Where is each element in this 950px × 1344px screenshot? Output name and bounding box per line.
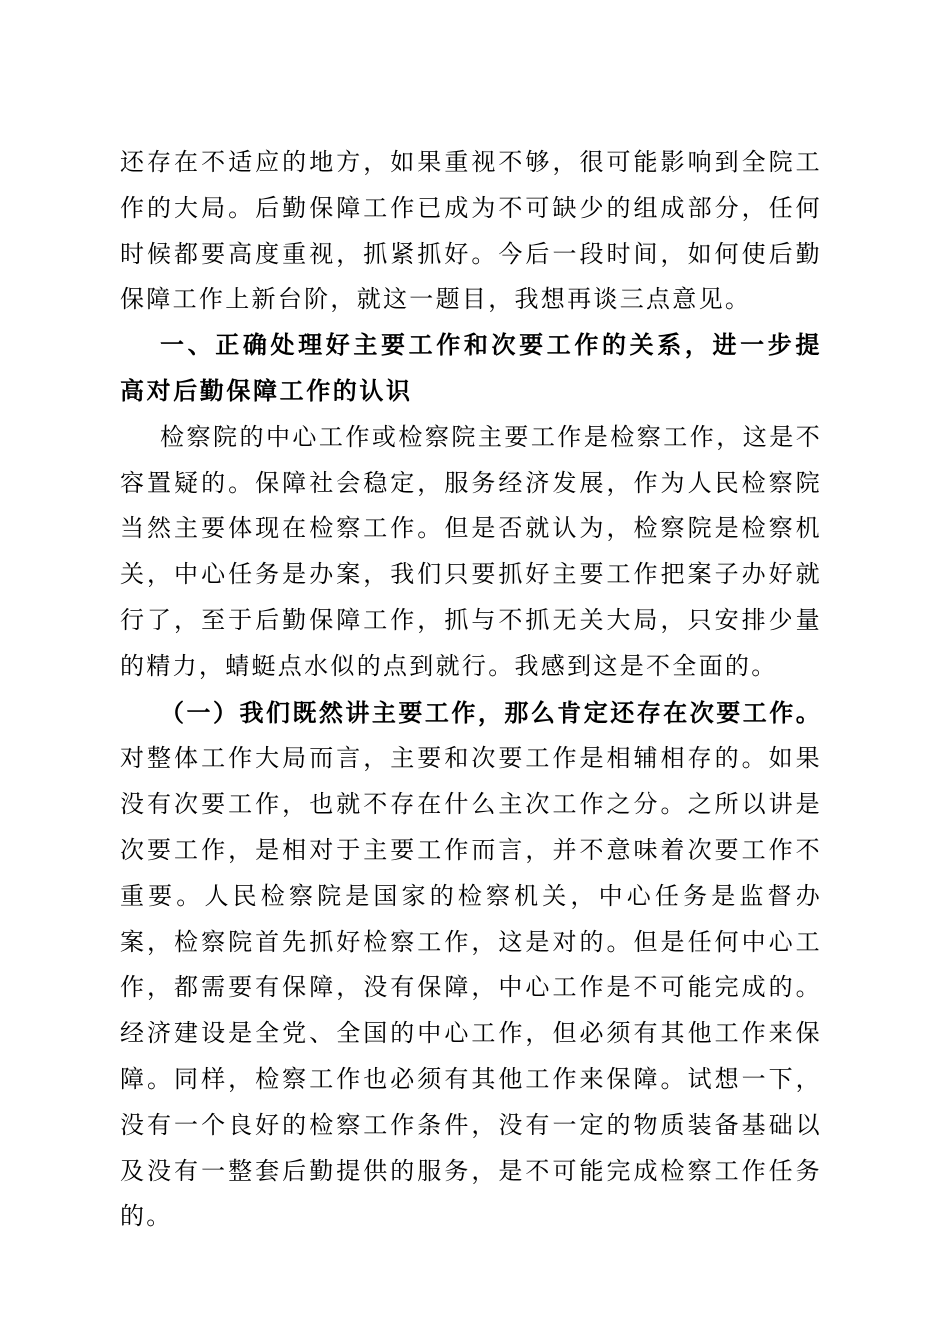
subsection-1-paragraph <box>120 690 822 1241</box>
intro-paragraph: 还存在不适应的地方，如果重视不够，很可能影响到全院工作的大局。后勤保障工作已成为不可缺少的组成部分，任何时候都要高度重视，抓紧抓好。今后一段时间，如何使后勤保障工作上新台阶，就这一题目，我想再谈三点意见。 <box>120 148 822 314</box>
subsection-1-heading: （一）我们既然讲主要工作，那么肯定还存在次要工作。 <box>160 697 822 727</box>
section-1-heading: 一、正确处理好主要工作和次要工作的关系，进一步提高对后勤保障工作的认识 <box>120 331 822 405</box>
section-1-paragraph: 检察院的中心工作或检察院主要工作是检察工作，这是不容置疑的。保障社会稳定，服务经济发展，作为人民检察院当然主要体现在检察工作。但是否就认为，检察院是检察机关，中心任务是办案，我们只要抓好主要工作把案子办好就行了，至于后勤保障工作，抓与不抓无关大局，只安排少量的精力，蜻蜓点水似的点到就行。我感到这是不全面的。 <box>120 422 822 680</box>
document-body <box>120 140 822 1240</box>
subsection-1-body: 对整体工作大局而言，主要和次要工作是相辅相存的。如果没有次要工作，也就不存在什么主次工作之分。之所以讲是次要工作，是相对于主要工作而言，并不意味着次要工作不重要。人民检察院是国家的检察机关，中心任务是监督办案，检察院首先抓好检察工作，这是对的。但是任何中心工作，都需要有保障，没有保障，中心工作是不可能完成的。经济建设是全党、全国的中心工作，但必须有其他工作来保障。同样，检察工作也必须有其他工作来保障。试想一下，没有一个良好的检察工作条件，没有一定的物质装备基础以及没有一整套后勤提供的服务，是不可能完成检察工作任务的。 <box>120 744 822 1231</box>
